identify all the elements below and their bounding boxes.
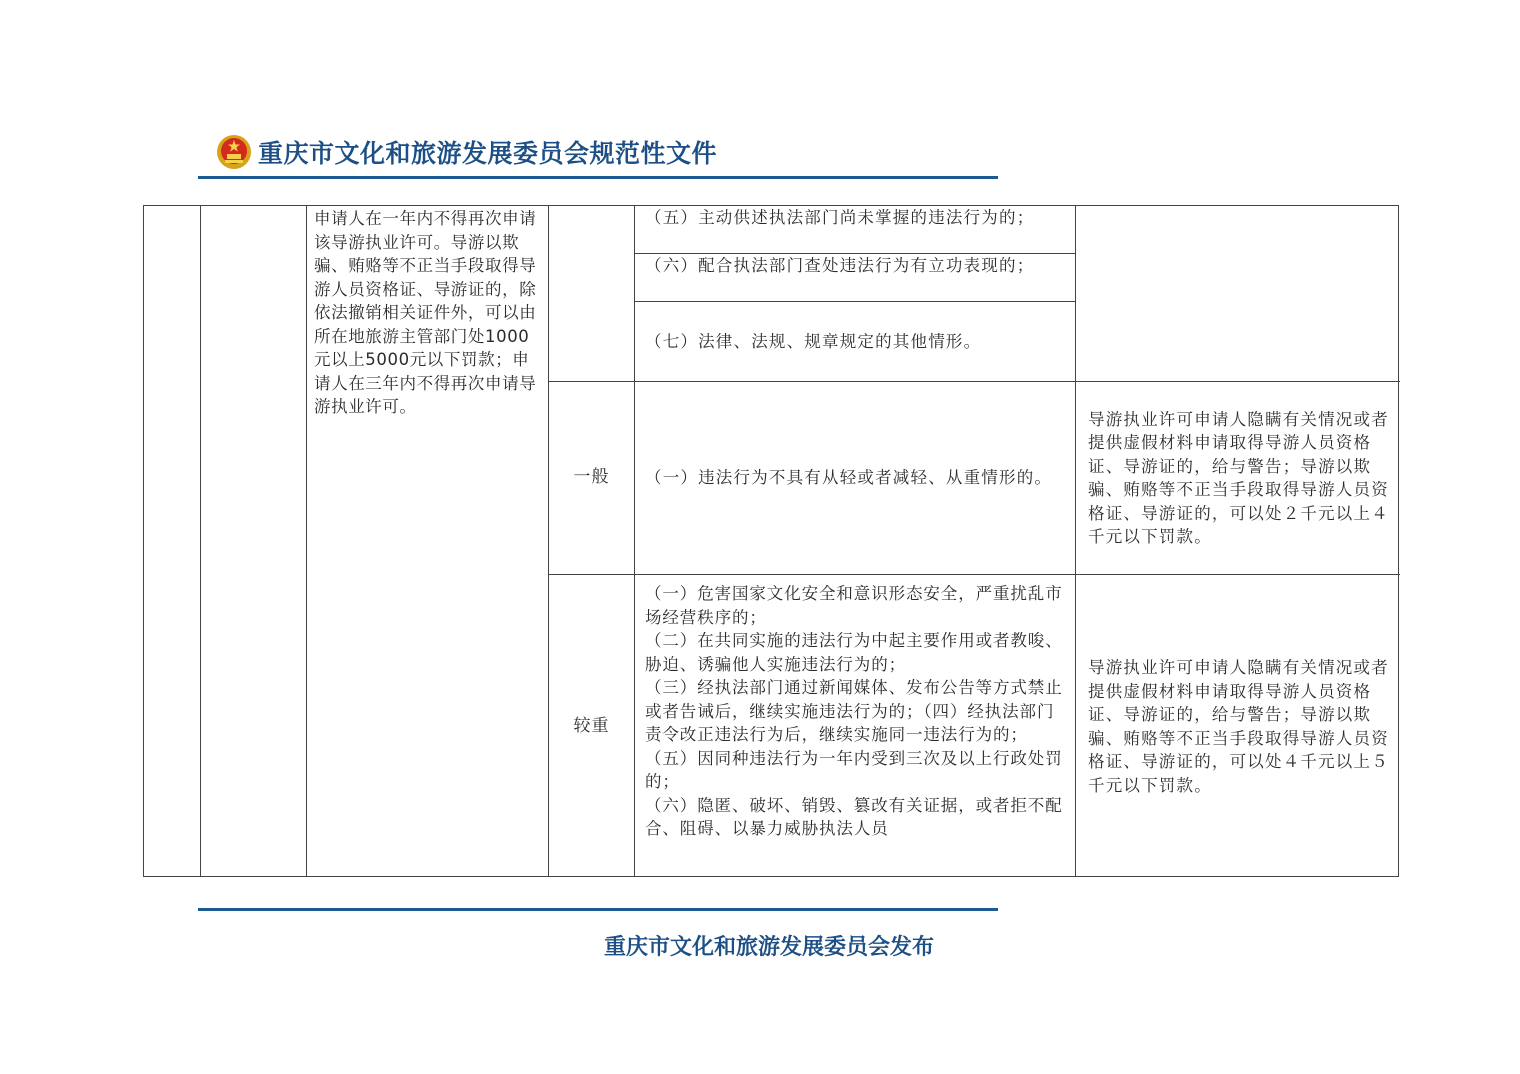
general-circumstance: （一）违法行为不具有从轻或者减轻、从重情形的。 [645, 468, 1053, 488]
serious-item: （六）隐匿、破坏、销毁、篡改有关证据，或者拒不配合、阻碍、以暴力威胁执法人员 [645, 795, 1063, 838]
serious-item: （一）危害国家文化安全和意识形态安全，严重扰乱市场经营秩序的； [645, 584, 1063, 627]
mitigating-item-6: （六）配合执法部门查处违法行为有立功表现的； [645, 256, 1035, 275]
level-general: 一般 [573, 467, 610, 488]
header-title: 重庆市文化和旅游发展委员会规范性文件 [258, 139, 718, 168]
national-emblem-icon [216, 134, 252, 170]
document-header [216, 132, 717, 172]
footer-publisher: 重庆市文化和旅游发展委员会发布 [604, 934, 935, 960]
footer-rule [198, 908, 998, 911]
serious-standard: 导游执业许可申请人隐瞒有关情况或者提供虚假材料申请取得导游人员资格证、导游证的，给与警告；导游以欺骗、贿赂等不正当手段取得导游人员资格证、导游证的，可以处４千元以上５千元以下罚款。 [1088, 658, 1389, 795]
legal-consequence-cell: 申请人在一年内不得再次申请该导游执业许可。导游以欺骗、贿赂等不正当手段取得导游人员资格证、导游证的，除依法撤销相关证件外，可以由所在地旅游主管部门处1000元以上5000元以下罚款；申请人在三年内不得再次申请导游执业许可。 [314, 209, 537, 416]
mitigating-item-5: （五）主动供述执法部门尚未掌握的违法行为的； [645, 208, 1035, 227]
mitigating-item-7: （七）法律、法规、规章规定的其他情形。 [645, 331, 982, 351]
serious-item: （二）在共同实施的违法行为中起主要作用或者教唆、胁迫、诱骗他人实施违法行为的； [645, 631, 1063, 674]
penalty-standard-table [143, 205, 1399, 877]
serious-item: （五）因同种违法行为一年内受到三次及以上行政处罚的； [645, 748, 1063, 791]
level-serious: 较重 [573, 715, 610, 736]
serious-item: （三）经执法部门通过新闻媒体、发布公告等方式禁止或者告诫后，继续实施违法行为的；（四）经执法部门责令改正违法行为后，继续实施同一违法行为的； [645, 678, 1063, 744]
serious-circumstances [635, 582, 1075, 877]
header-rule [198, 176, 998, 179]
general-standard: 导游执业许可申请人隐瞒有关情况或者提供虚假材料申请取得导游人员资格证、导游证的，给与警告；导游以欺骗、贿赂等不正当手段取得导游人员资格证、导游证的，可以处２千元以上４千元以下罚款。 [1088, 409, 1389, 546]
